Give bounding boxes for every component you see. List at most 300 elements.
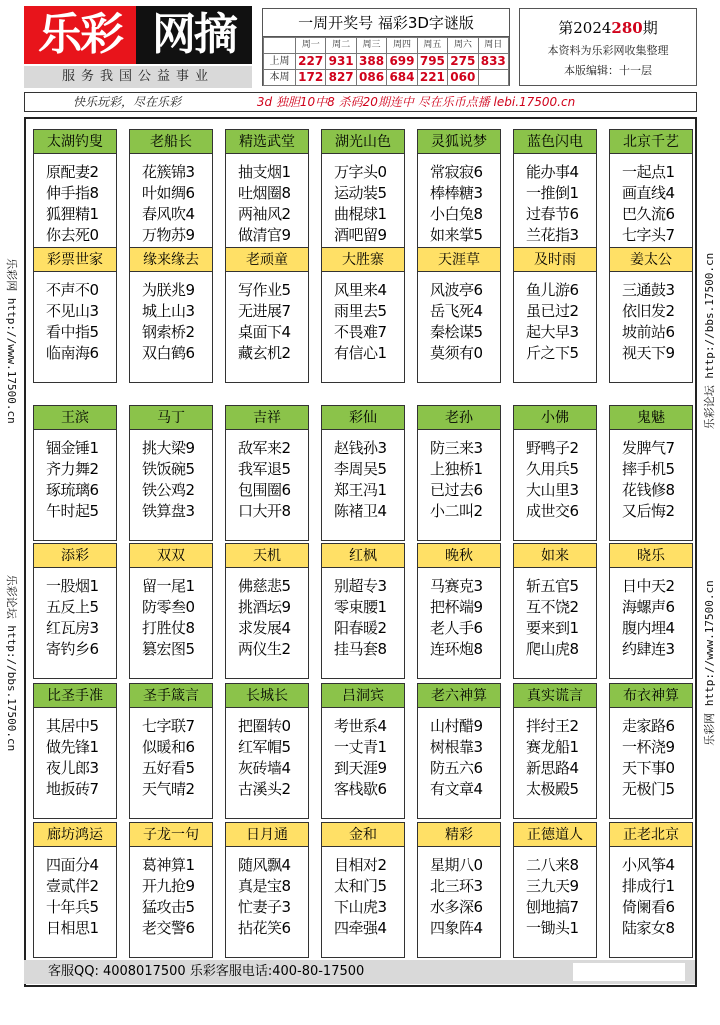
puzzle-line: 不畏难7 [334,323,387,341]
puzzle-line: 风波亭6 [430,281,483,299]
puzzle-line: 一丈青1 [334,738,387,756]
puzzle-line: 做先锋1 [46,738,99,756]
puzzle-line: 有信心1 [334,344,387,362]
puzzle-card [513,543,597,679]
logo [24,6,252,64]
puzzle-line: 排成行1 [622,877,675,895]
puzzle-line: 依旧发2 [622,302,675,320]
issue-suffix: 期 [642,19,658,37]
puzzle-line: 真是宝8 [238,877,291,895]
puzzle-card-title: 正德道人 [514,823,596,847]
draw-row-label: 本周 [264,70,296,86]
puzzle-line: 起大早3 [526,323,579,341]
puzzle-line: 包围圈6 [238,481,291,499]
puzzle-card-title: 天涯草 [418,248,500,272]
draw-number: 227 [296,54,326,70]
draw-number: 795 [417,54,447,70]
draw-day: 周三 [356,38,386,54]
puzzle-card-title: 老六神算 [418,684,500,708]
puzzle-line: 琢琉璃6 [46,481,99,499]
puzzle-card-title: 天机 [226,544,308,568]
puzzle-line: 久用兵5 [526,460,579,478]
puzzle-card-title: 老顽童 [226,248,308,272]
puzzle-card-title: 正老北京 [610,823,692,847]
puzzle-card-title: 精彩 [418,823,500,847]
draw-day: 周四 [387,38,417,54]
puzzle-lines [322,568,404,660]
puzzle-card-title: 太湖钓叟 [34,130,116,154]
puzzle-card [609,129,693,265]
puzzle-line: 零束腰1 [334,598,387,616]
puzzle-card [129,543,213,679]
puzzle-line: 寄钓乡6 [46,640,99,658]
puzzle-line: 灰砖墙4 [238,759,291,777]
puzzle-line: 猛攻击5 [142,898,195,916]
puzzle-line: 你去死0 [46,226,99,244]
puzzle-card-title: 及时雨 [514,248,596,272]
footer-blank-box [573,963,685,981]
puzzle-line: 十年兵5 [46,898,99,916]
issue-panel [519,8,697,86]
puzzle-line: 陈褚卫4 [334,502,387,520]
puzzle-card [129,129,213,265]
puzzle-lines [322,272,404,364]
puzzle-card [513,247,597,383]
puzzle-card [321,543,405,679]
puzzle-line: 七字头7 [622,226,675,244]
puzzle-card-title: 晚秋 [418,544,500,568]
puzzle-line: 两袖风2 [238,205,291,223]
puzzle-card [513,683,597,819]
puzzle-card-title: 老船长 [130,130,212,154]
puzzle-line: 夜儿郎3 [46,759,99,777]
editor-note: 本版编辑：十一层 [564,64,652,77]
puzzle-card-title: 如来 [514,544,596,568]
puzzle-lines [514,272,596,364]
puzzle-line: 花簇锦3 [142,163,195,181]
puzzle-card-title: 彩票世家 [34,248,116,272]
puzzle-card-title: 双双 [130,544,212,568]
puzzle-line: 锢金锤1 [46,439,99,457]
puzzle-lines [610,568,692,660]
puzzle-lines [34,708,116,800]
puzzle-line: 岳飞死4 [430,302,483,320]
puzzle-line: 两仪生2 [238,640,291,658]
puzzle-line: 走家路6 [622,717,675,735]
puzzle-line: 把杯端9 [430,598,483,616]
puzzle-lines [514,708,596,800]
draw-number [478,70,508,86]
puzzle-lines [34,154,116,246]
puzzle-line: 天下事0 [622,759,675,777]
puzzle-line: 倚阑看6 [622,898,675,916]
puzzle-line: 随风飘4 [238,856,291,874]
puzzle-card-title: 马丁 [130,406,212,430]
puzzle-card-title: 精选武堂 [226,130,308,154]
issue-number [520,17,696,38]
puzzle-line: 酒吧留9 [334,226,387,244]
puzzle-card-title: 吕洞宾 [322,684,404,708]
puzzle-card-title: 缘来缘去 [130,248,212,272]
puzzle-line: 为朕兆9 [142,281,195,299]
puzzle-line: 其居中5 [46,717,99,735]
puzzle-card [321,247,405,383]
draw-number: 086 [356,70,386,86]
puzzle-card-title: 廊坊鸿运 [34,823,116,847]
puzzle-line: 北三环3 [430,877,483,895]
puzzle-line: 一股烟1 [46,577,99,595]
puzzle-line: 钢索桥2 [142,323,195,341]
puzzle-line: 一杯浇9 [622,738,675,756]
puzzle-card-title: 王滨 [34,406,116,430]
puzzle-line: 四面分4 [46,856,99,874]
puzzle-lines [418,430,500,522]
puzzle-line: 鱼儿游6 [526,281,579,299]
puzzle-line: 防零叁0 [142,598,195,616]
draw-number: 172 [296,70,326,86]
puzzle-line: 我军退5 [238,460,291,478]
puzzle-card-title: 真实谎言 [514,684,596,708]
draw-day: 周五 [417,38,447,54]
side-text-right-bottom: 乐彩网 http://www.17500.cn [703,580,716,746]
puzzle-card [321,822,405,958]
puzzle-line: 星期八0 [430,856,483,874]
logo-part-1: 乐彩 [24,6,136,64]
puzzle-line: 忙妻子3 [238,898,291,916]
puzzle-card [33,129,117,265]
puzzle-lines [418,708,500,800]
puzzle-line: 不见山3 [46,302,99,320]
puzzle-line: 下山虎3 [334,898,387,916]
puzzle-lines [418,154,500,246]
puzzle-grid [24,117,697,987]
puzzle-lines [226,847,308,939]
puzzle-card [33,822,117,958]
puzzle-lines [226,154,308,246]
puzzle-lines [34,568,116,660]
puzzle-line: 摔手机5 [622,460,675,478]
draw-number: 275 [448,54,478,70]
puzzle-line: 挑大梁9 [142,439,195,457]
puzzle-card [417,405,501,541]
puzzle-line: 三通鼓3 [622,281,675,299]
draw-number: 699 [387,54,417,70]
puzzle-line: 秦桧谋5 [430,323,483,341]
puzzle-lines [130,430,212,522]
banner-motto: 快乐玩彩，尽在乐彩 [73,95,182,109]
puzzle-line: 一推倒1 [526,184,579,202]
puzzle-line: 拌纣王2 [526,717,579,735]
source-note: 本资料为乐彩网收集整理 [547,44,669,57]
puzzle-card [225,247,309,383]
puzzle-card-title: 圣手箴言 [130,684,212,708]
puzzle-line: 成世交6 [526,502,579,520]
puzzle-card-title: 鬼魅 [610,406,692,430]
puzzle-line: 双白鹤6 [142,344,195,362]
puzzle-line: 虽已过2 [526,302,579,320]
puzzle-line: 开九抢9 [142,877,195,895]
puzzle-line: 连环炮8 [430,640,483,658]
puzzle-line: 五好看5 [142,759,195,777]
puzzle-line: 客栈歇6 [334,780,387,798]
issue-prefix: 第2024 [558,19,612,37]
draw-results-panel [262,8,510,86]
puzzle-line: 山村醋9 [430,717,483,735]
puzzle-card-title: 湖光山色 [322,130,404,154]
puzzle-card-title: 添彩 [34,544,116,568]
puzzle-line: 雨里去5 [334,302,387,320]
puzzle-line: 一锄头1 [526,919,579,937]
puzzle-lines [322,708,404,800]
puzzle-line: 壹贰伴2 [46,877,99,895]
puzzle-lines [226,568,308,660]
puzzle-card-title: 姜太公 [610,248,692,272]
puzzle-card-title: 子龙一句 [130,823,212,847]
puzzle-line: 天气晴2 [142,780,195,798]
draw-number: 827 [326,70,356,86]
puzzle-line: 伸手指8 [46,184,99,202]
puzzle-line: 临南海6 [46,344,99,362]
puzzle-line: 红军帽5 [238,738,291,756]
puzzle-line: 要来到1 [526,619,579,637]
puzzle-card [225,405,309,541]
puzzle-line: 日中天2 [622,577,675,595]
puzzle-line: 目相对2 [334,856,387,874]
puzzle-line: 小风筝4 [622,856,675,874]
puzzle-lines [418,847,500,939]
draw-this-week-row [264,70,509,86]
puzzle-card-title: 蓝色闪电 [514,130,596,154]
puzzle-line: 视天下9 [622,344,675,362]
puzzle-line: 腹内埋4 [622,619,675,637]
puzzle-line: 兰花指3 [526,226,579,244]
puzzle-card [33,683,117,819]
puzzle-line: 老交警6 [142,919,195,937]
puzzle-line: 互不饶2 [526,598,579,616]
puzzle-line: 阳春暖2 [334,619,387,637]
puzzle-line: 打胜仗8 [142,619,195,637]
puzzle-card [225,683,309,819]
puzzle-lines [130,847,212,939]
puzzle-line: 斤之下5 [526,344,579,362]
draw-days-row [264,38,509,54]
puzzle-line: 吐烟圈8 [238,184,291,202]
puzzle-line: 到天涯9 [334,759,387,777]
puzzle-card-title: 大胜寨 [322,248,404,272]
puzzle-card-title: 彩仙 [322,406,404,430]
puzzle-lines [34,847,116,939]
puzzle-line: 曲棍球1 [334,205,387,223]
puzzle-line: 能办事4 [526,163,579,181]
puzzle-card [609,822,693,958]
puzzle-line: 做清官9 [238,226,291,244]
puzzle-card [33,247,117,383]
puzzle-card-title: 北京千艺 [610,130,692,154]
puzzle-line: 运动装5 [334,184,387,202]
puzzle-lines [610,272,692,364]
puzzle-line: 爬山虎8 [526,640,579,658]
puzzle-line: 常寂寂6 [430,163,483,181]
puzzle-line: 巴久流6 [622,205,675,223]
puzzle-card [129,822,213,958]
banner-promo-link[interactable]: 3d 独胆10中8 杀码20期连中 尽在乐币点播 lebi.17500.cn [256,95,576,109]
puzzle-line: 防五六6 [430,759,483,777]
puzzle-line: 藏玄机2 [238,344,291,362]
draw-results-table [263,37,509,86]
puzzle-line: 古溪头2 [238,780,291,798]
puzzle-lines [322,430,404,522]
puzzle-line: 太极殿5 [526,780,579,798]
puzzle-lines [130,154,212,246]
puzzle-line: 太和门5 [334,877,387,895]
puzzle-line: 马赛克3 [430,577,483,595]
puzzle-line: 葛神算1 [142,856,195,874]
puzzle-lines [514,568,596,660]
puzzle-line: 拈花笑6 [238,919,291,937]
puzzle-lines [34,272,116,364]
puzzle-line: 二八来8 [526,856,579,874]
puzzle-line: 铁饭碗5 [142,460,195,478]
puzzle-line: 看中指5 [46,323,99,341]
side-text-right-top: 乐彩论坛 http://bbs.17500.cn [703,252,716,430]
puzzle-card [513,129,597,265]
puzzle-line: 篡宏图5 [142,640,195,658]
puzzle-lines [514,154,596,246]
puzzle-line: 发脾气7 [622,439,675,457]
puzzle-card-title: 晓乐 [610,544,692,568]
puzzle-line: 把圈转0 [238,717,291,735]
puzzle-line: 树根靠3 [430,738,483,756]
logo-part-2: 网摘 [136,6,252,64]
draw-day: 周一 [296,38,326,54]
puzzle-lines [34,430,116,522]
puzzle-lines [226,708,308,800]
puzzle-line: 小白兔8 [430,205,483,223]
draw-results-title: 一周开奖号 福彩3D字谜版 [263,9,509,37]
footer-bar [24,960,695,984]
issue-number-value: 280 [611,19,643,37]
puzzle-card-title: 红枫 [322,544,404,568]
side-text-left-bottom: 乐彩论坛 http://bbs.17500.cn [5,574,18,752]
draw-day: 周二 [326,38,356,54]
puzzle-line: 刨地搞7 [526,898,579,916]
draw-row-label: 上周 [264,54,296,70]
puzzle-card [321,129,405,265]
puzzle-line: 四象阵4 [430,919,483,937]
puzzle-line: 斩五官5 [526,577,579,595]
puzzle-lines [130,708,212,800]
puzzle-line: 桌面下4 [238,323,291,341]
puzzle-card [225,822,309,958]
puzzle-lines [610,430,692,522]
puzzle-line: 约肆连3 [622,640,675,658]
puzzle-line: 过春节6 [526,205,579,223]
puzzle-card-title: 日月通 [226,823,308,847]
puzzle-card-title: 吉祥 [226,406,308,430]
puzzle-line: 佛慈悲5 [238,577,291,595]
puzzle-lines [514,430,596,522]
puzzle-card [321,405,405,541]
puzzle-line: 午时起5 [46,502,99,520]
puzzle-card [33,405,117,541]
puzzle-line: 无极门5 [622,780,675,798]
puzzle-line: 画直线4 [622,184,675,202]
puzzle-lines [130,568,212,660]
puzzle-lines [226,272,308,364]
puzzle-lines [322,847,404,939]
puzzle-line: 铁公鸡2 [142,481,195,499]
puzzle-card-title: 比圣手准 [34,684,116,708]
puzzle-card [225,543,309,679]
puzzle-line: 风里来4 [334,281,387,299]
puzzle-card-title: 金和 [322,823,404,847]
puzzle-line: 老人手6 [430,619,483,637]
puzzle-card [417,822,501,958]
puzzle-line: 留一尾1 [142,577,195,595]
puzzle-line: 地扳砖7 [46,780,99,798]
draw-last-week-row [264,54,509,70]
puzzle-line: 陆家女8 [622,919,675,937]
puzzle-line: 有文章4 [430,780,483,798]
promo-banner [24,92,697,112]
puzzle-line: 新思路4 [526,759,579,777]
puzzle-line: 海螺声6 [622,598,675,616]
puzzle-line: 李周吴5 [334,460,387,478]
footer-contact: 客服QQ: 4008017500 乐彩客服电话:400-80-17500 [48,964,365,979]
puzzle-line: 敌军来2 [238,439,291,457]
puzzle-lines [418,272,500,364]
puzzle-card [609,683,693,819]
puzzle-line: 考世系4 [334,717,387,735]
puzzle-line: 别超专3 [334,577,387,595]
puzzle-line: 小二叫2 [430,502,483,520]
puzzle-line: 三九天9 [526,877,579,895]
puzzle-line: 已过去6 [430,481,483,499]
puzzle-line: 棒棒糖3 [430,184,483,202]
puzzle-card-title: 布衣神算 [610,684,692,708]
puzzle-line: 写作业5 [238,281,291,299]
puzzle-line: 似暖和6 [142,738,195,756]
draw-table-corner [264,38,296,54]
puzzle-card [129,683,213,819]
puzzle-lines [610,708,692,800]
puzzle-line: 铁算盘3 [142,502,195,520]
puzzle-lines [322,154,404,246]
puzzle-lines [514,847,596,939]
puzzle-line: 红瓦房3 [46,619,99,637]
puzzle-line: 狐狸精1 [46,205,99,223]
puzzle-card [321,683,405,819]
puzzle-lines [226,430,308,522]
puzzle-line: 莫须有0 [430,344,483,362]
puzzle-line: 叶如绸6 [142,184,195,202]
puzzle-lines [610,154,692,246]
puzzle-line: 抽支烟1 [238,163,291,181]
puzzle-line: 求发展4 [238,619,291,637]
draw-number: 060 [448,70,478,86]
puzzle-card [609,543,693,679]
puzzle-lines [418,568,500,660]
puzzle-card [609,247,693,383]
puzzle-card-title: 长城长 [226,684,308,708]
puzzle-line: 水多深6 [430,898,483,916]
puzzle-line: 口大开8 [238,502,291,520]
puzzle-line: 赛龙船1 [526,738,579,756]
puzzle-line: 挂马套8 [334,640,387,658]
puzzle-line: 一起点1 [622,163,675,181]
draw-day: 周六 [448,38,478,54]
puzzle-card [129,247,213,383]
